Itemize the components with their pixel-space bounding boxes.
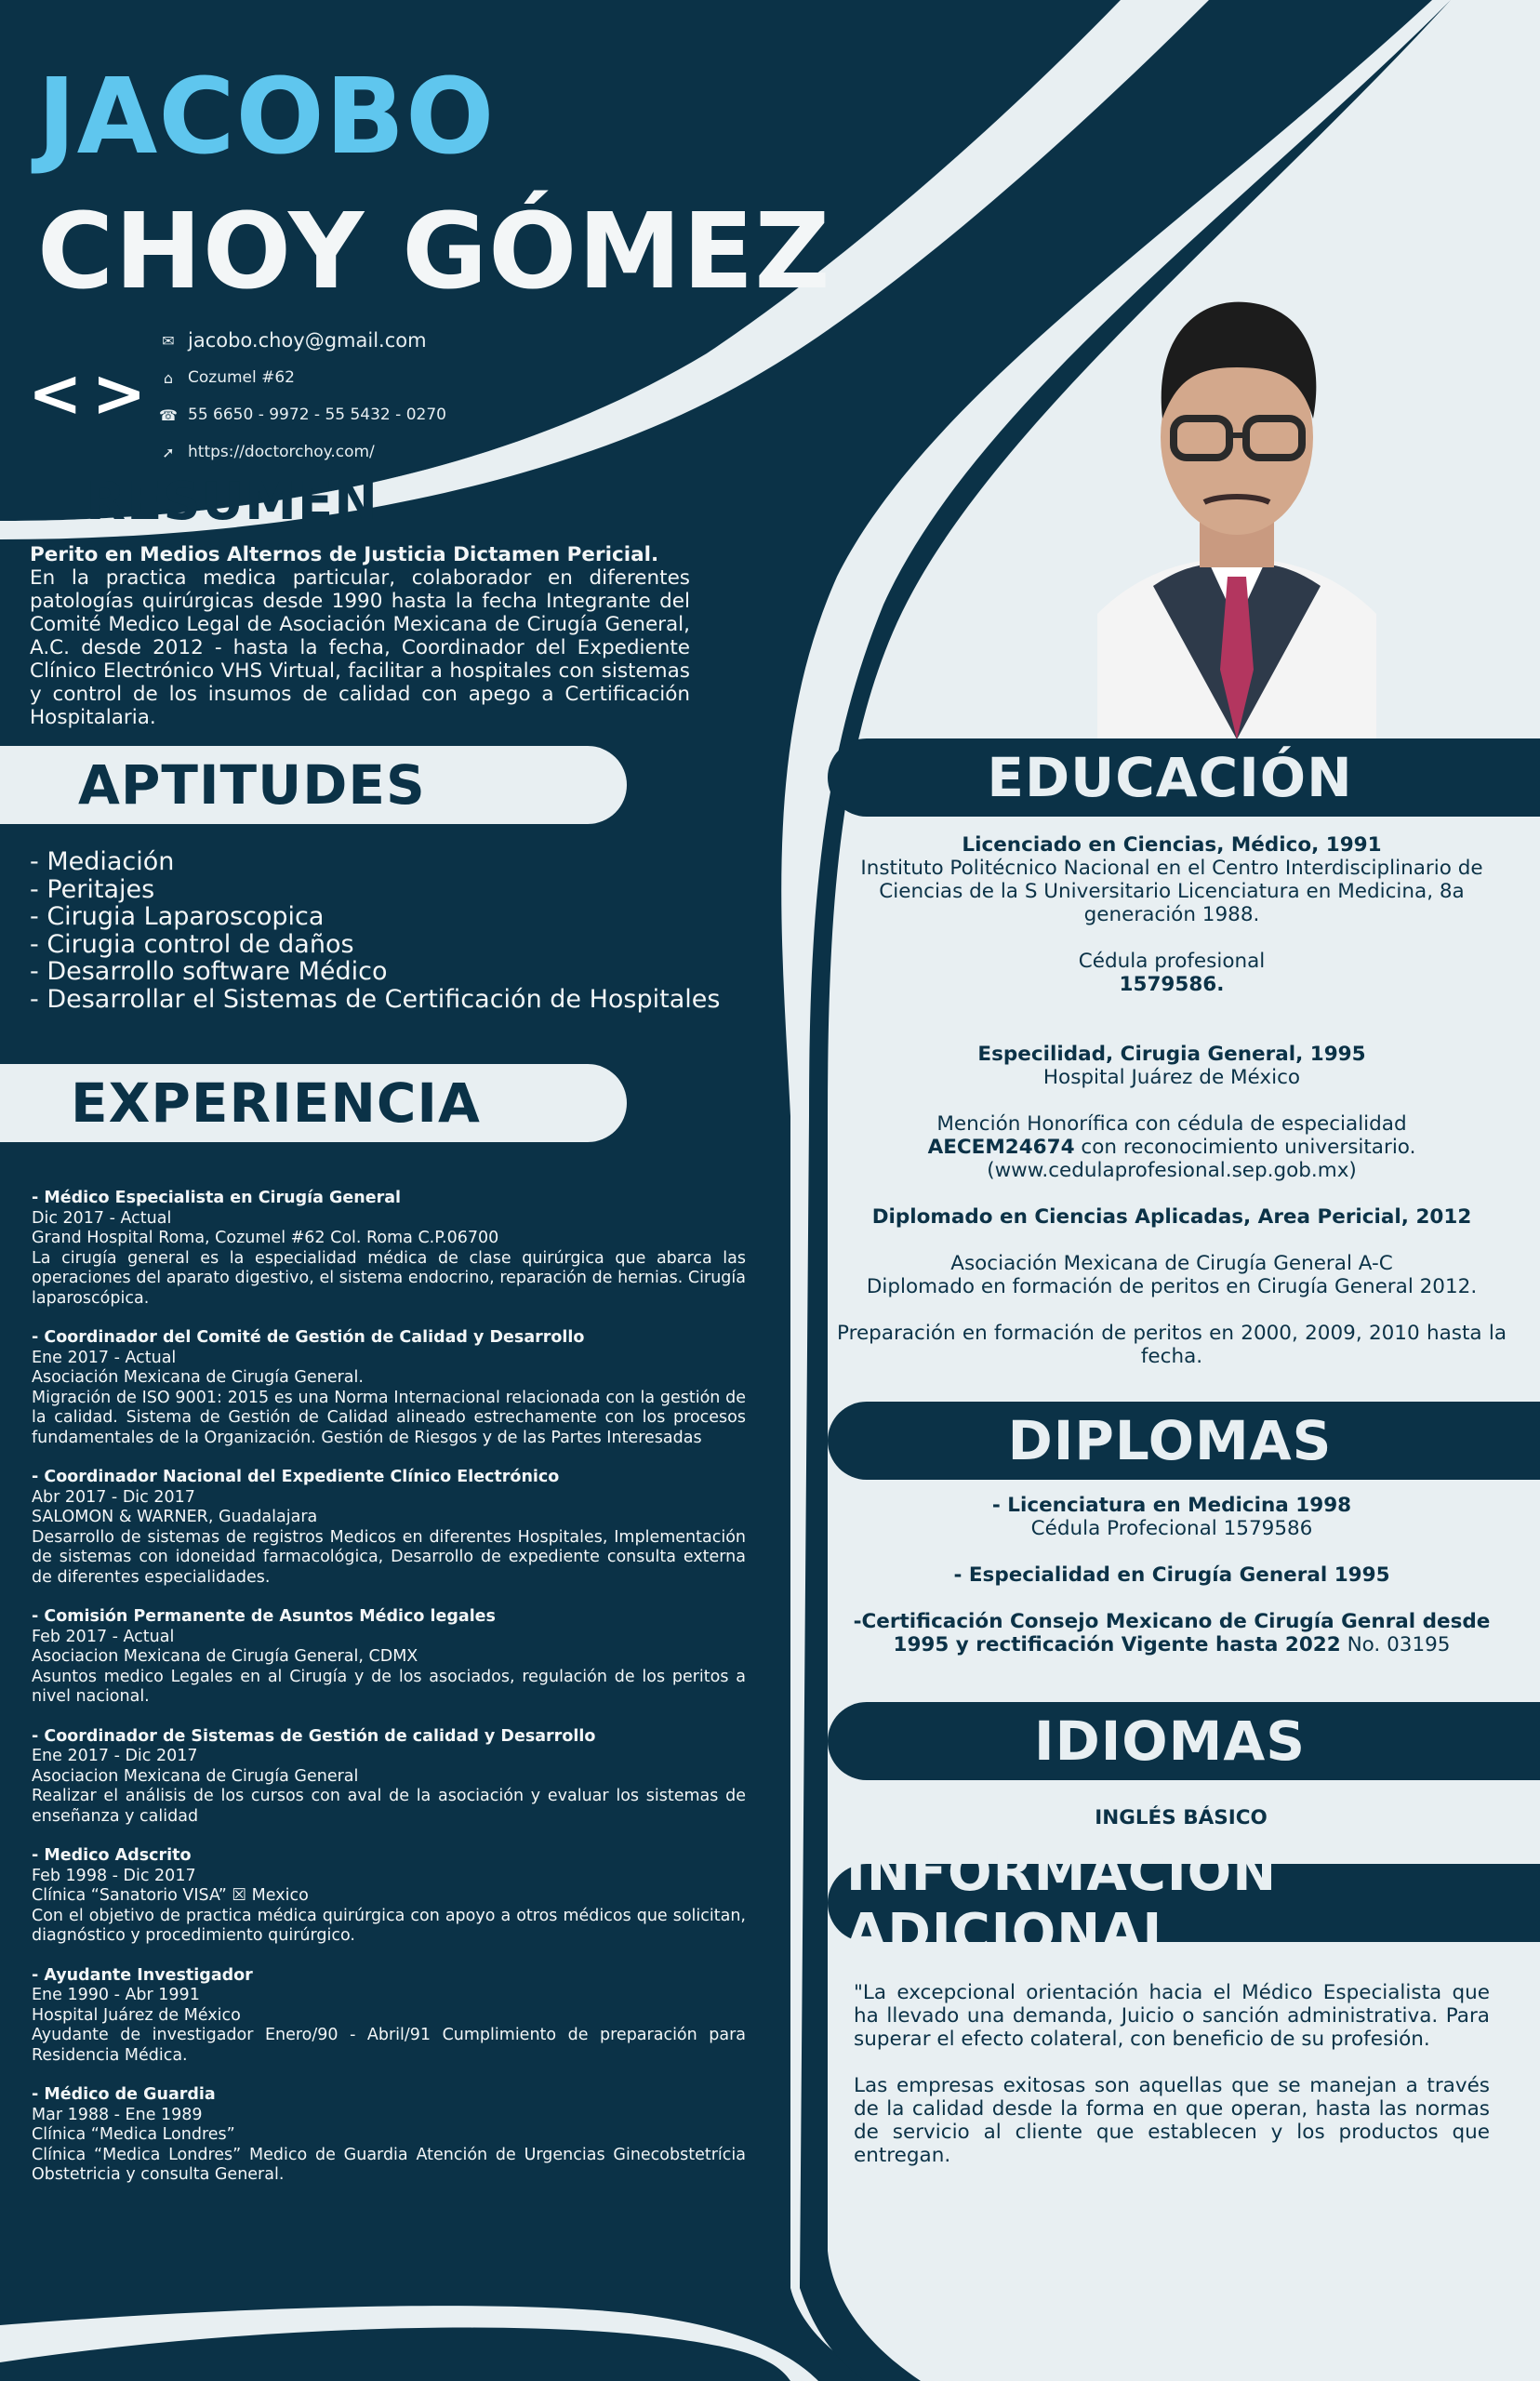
diplomas-header	[828, 1402, 1540, 1480]
experience-desc: Con el objetivo de practica médica quirúrgica con apoyo a otros médicos que solicitan, diagnóstico y procedimiento quirúrgico.	[32, 1906, 746, 1945]
list-item: - Peritajes	[30, 874, 155, 904]
idiomas-value: INGLÉS BÁSICO	[1095, 1806, 1268, 1829]
experience-item	[32, 1966, 746, 2067]
diploma-3-title: -Certificación Consejo Mexicano de Cirugía Genral desde 1995 y rectificación Vigente hasta 2022	[853, 1610, 1491, 1656]
experience-title: - Medico Adscrito	[32, 1846, 192, 1865]
contact-email[interactable]	[158, 322, 446, 359]
experience-dates: Ene 2017 - Dic 2017	[32, 1747, 198, 1765]
list-item: - Desarrollo software Médico	[30, 957, 388, 987]
edu-mencion-url[interactable]: (www.cedulaprofesional.sep.gob.mx)	[987, 1159, 1357, 1182]
resumen-paragraph: En la practica medica particular, colaborador en diferentes patologías quirúrgicas desde 1990 hasta la fecha Integrante del Comité Medico Legal de Asociación Mexicana de Cirugía General, A.C. desde 2012 - hasta la fecha, Coordinador del Expediente Clínico Electrónico VHS Virtual, facilitar a hospitales con sistemas y control de los insumos de calidad con apego a Certificación Hospitalaria.	[30, 566, 690, 729]
experience-title: - Ayudante Investigador	[32, 1965, 253, 1985]
edu-cedula-label: Cédula profesional	[1078, 950, 1266, 973]
experience-item	[32, 1468, 746, 1588]
experience-item	[32, 1189, 746, 1309]
diploma-2-title: - Especialidad en Cirugía General 1995	[953, 1563, 1390, 1587]
experience-desc: Migración de ISO 9001: 2015 es una Norma Internacional relacionada con la gestión de la calidad. Sistema de Gestión de Calidad alineado estrechamente con los procesos fundamentales de la Organización. Gestión de Riesgos y de las Partes Interesadas	[32, 1388, 746, 1447]
experience-place: Grand Hospital Roma, Cozumel #62 Col. Roma C.P.06700	[32, 1229, 499, 1247]
experience-place: Asociación Mexicana de Cirugía General.	[32, 1368, 364, 1387]
experience-desc: Clínica “Medica Londres” Medico de Guardia Atención de Urgencias Ginecobstetrícia Obstetricia y consulta General.	[32, 2145, 746, 2184]
edu-degree-body: Instituto Politécnico Nacional en el Centro Interdisciplinario de Ciencias de la S Universitario Licenciatura en Medicina, 8a generación 1988.	[860, 857, 1483, 926]
contact-list	[158, 322, 446, 471]
experience-item	[32, 1846, 746, 1947]
diploma-3-sub: No. 03195	[1340, 1633, 1451, 1656]
educacion-body	[837, 833, 1507, 1391]
home-icon: ⌂	[163, 368, 174, 387]
experience-dates: Dic 2017 - Actual	[32, 1208, 172, 1228]
edu-mencion: Mención Honorífica con cédula de especialidad	[936, 1112, 1407, 1136]
experience-place: Clínica “Medica Londres”	[32, 2125, 235, 2144]
contact-address	[158, 359, 446, 396]
aptitudes-title: APTITUDES	[78, 753, 426, 817]
experience-dates: Mar 1988 - Ene 1989	[32, 2105, 203, 2124]
last-name: CHOY GÓMEZ	[37, 192, 831, 313]
experience-item	[32, 1607, 746, 1708]
experience-desc: Realizar el análisis de los cursos con aval de la asociación y evaluar los sistemas de enseñanza y calidad	[32, 1787, 746, 1826]
experience-place: Asociacion Mexicana de Cirugía General, CDMX	[32, 1647, 418, 1666]
info-title: INFORMACIÓN ADICIONAL	[846, 1842, 1278, 1963]
experience-item	[32, 1328, 746, 1448]
edu-diplomado-title: Diplomado en Ciencias Aplicadas, Area Pericial, 2012	[871, 1205, 1472, 1229]
experiencia-title: EXPERIENCIA	[71, 1071, 481, 1135]
diploma-1-title: - Licenciatura en Medicina 1998	[991, 1494, 1352, 1517]
experience-place: Hospital Juárez de México	[32, 2005, 241, 2025]
aptitudes-list	[30, 848, 720, 1014]
experience-title: - Comisión Permanente de Asuntos Médico legales	[32, 1607, 496, 1626]
experience-place: Clínica “Sanatorio VISA” ☒ Mexico	[32, 1886, 309, 1905]
aptitudes-header	[0, 746, 627, 824]
code-brackets-icon: <>	[28, 355, 156, 432]
experience-dates: Abr 2017 - Dic 2017	[32, 1487, 195, 1507]
email-text: jacobo.choy@gmail.com	[188, 329, 427, 352]
diplomas-title: DIPLOMAS	[1007, 1409, 1333, 1472]
first-name: JACOBO	[37, 57, 496, 178]
experience-place: Asociacion Mexicana de Cirugía General	[32, 1766, 359, 1786]
experiencia-list	[32, 1189, 746, 2205]
phone-icon: ☎	[159, 406, 178, 424]
experience-desc: Asuntos medico Legales en al Cirugía y de los asociados, regulación de los peritos a nivel nacional.	[32, 1667, 746, 1706]
experience-item	[32, 2085, 746, 2186]
experience-title: - Coordinador del Comité de Gestión de Calidad y Desarrollo	[32, 1328, 585, 1347]
educacion-title: EDUCACIÓN	[987, 746, 1353, 809]
resumen-body	[30, 543, 690, 729]
experience-desc: La cirugía general es la especialidad médica de clase quirúrgica que abarca las operaciones del aparato digestivo, el sistema endocrino, reparación de hernias. Cirugía laparoscópica.	[32, 1248, 746, 1308]
experience-place: SALOMON & WARNER, Guadalajara	[32, 1508, 318, 1526]
list-item: - Desarrollar el Sistemas de Certificación de Hospitales	[30, 984, 721, 1014]
list-item: - Mediación	[30, 847, 175, 876]
mail-icon: ✉	[162, 331, 175, 350]
experience-item	[32, 1727, 746, 1828]
list-item: - Cirugia Laparoscopica	[30, 902, 325, 932]
edu-specialty-body: Hospital Juárez de México	[1042, 1066, 1301, 1089]
idiomas-title: IDIOMAS	[1034, 1709, 1306, 1773]
edu-mencion-code: AECEM24674	[927, 1136, 1075, 1159]
experience-dates: Ene 1990 - Abr 1991	[32, 1986, 200, 2004]
edu-specialty-title: Especilidad, Cirugia General, 1995	[977, 1043, 1366, 1066]
educacion-header	[828, 738, 1540, 817]
diplomas-body	[837, 1494, 1507, 1680]
info-header	[828, 1842, 1540, 1963]
experience-dates: Ene 2017 - Actual	[32, 1348, 177, 1367]
address-text: Cozumel #62	[188, 368, 295, 387]
experience-dates: Feb 2017 - Actual	[32, 1627, 175, 1646]
experience-title: - Médico Especialista en Cirugía General	[32, 1189, 402, 1207]
idiomas-header	[828, 1702, 1540, 1780]
phone-text: 55 6650 - 9972 - 55 5432 - 0270	[188, 406, 446, 424]
resumen-title: RESUMEN	[86, 471, 379, 532]
info-body	[854, 1981, 1490, 2190]
info-paragraph-1: "La excepcional orientación hacia el Médico Especialista que ha llevado una demanda, Juicio o sanción administrativa. Para superar el efecto colateral, con beneficio de su profesión.	[854, 1981, 1490, 2051]
edu-asoc-line1: Asociación Mexicana de Cirugía General A-C	[950, 1252, 1393, 1275]
info-paragraph-2: Las empresas exitosas son aquellas que se manejan a través de la calidad desde la forma en que operan, hasta las normas de servicio al cliente que establecen y los productos que entregan.	[854, 2074, 1490, 2167]
resumen-lead: Perito en Medios Alternos de Justicia Dictamen Pericial.	[30, 543, 659, 566]
profile-photo	[1097, 279, 1376, 739]
edu-preparacion: Preparación en formación de peritos en 2000, 2009, 2010 hasta la fecha.	[837, 1322, 1507, 1368]
experiencia-header	[0, 1064, 627, 1142]
edu-degree-title: Licenciado en Ciencias, Médico, 1991	[962, 833, 1382, 857]
resumen-header	[0, 469, 521, 534]
website-text: https://doctorchoy.com/	[188, 443, 375, 461]
experience-desc: Desarrollo de sistemas de registros Medicos en diferentes Hospitales, Implementación de sistemas con idoneidad farmacológica, Desarrollo de expediente consulta externa de diferentes especialidades.	[32, 1527, 746, 1587]
edu-asoc-line2: Diplomado en formación de peritos en Cirugía General 2012.	[866, 1275, 1478, 1298]
experience-title: - Coordinador Nacional del Expediente Clínico Electrónico	[32, 1468, 560, 1486]
link-icon: ➚	[162, 443, 175, 461]
diploma-1-sub: Cédula Profecional 1579586	[1030, 1517, 1313, 1540]
list-item: - Cirugia control de daños	[30, 929, 354, 959]
contact-phone[interactable]	[158, 396, 446, 433]
experience-title: - Médico de Guardia	[32, 2085, 216, 2104]
edu-cedula-number: 1579586.	[1119, 973, 1225, 996]
experience-dates: Feb 1998 - Dic 2017	[32, 1866, 196, 1885]
experience-title: - Coordinador de Sistemas de Gestión de calidad y Desarrollo	[32, 1726, 596, 1746]
contact-website[interactable]	[158, 433, 446, 471]
edu-mencion-rest: con reconocimiento universitario.	[1074, 1136, 1416, 1159]
experience-desc: Ayudante de investigador Enero/90 - Abril/91 Cumplimiento de preparación para Residencia Médica.	[32, 2026, 746, 2065]
